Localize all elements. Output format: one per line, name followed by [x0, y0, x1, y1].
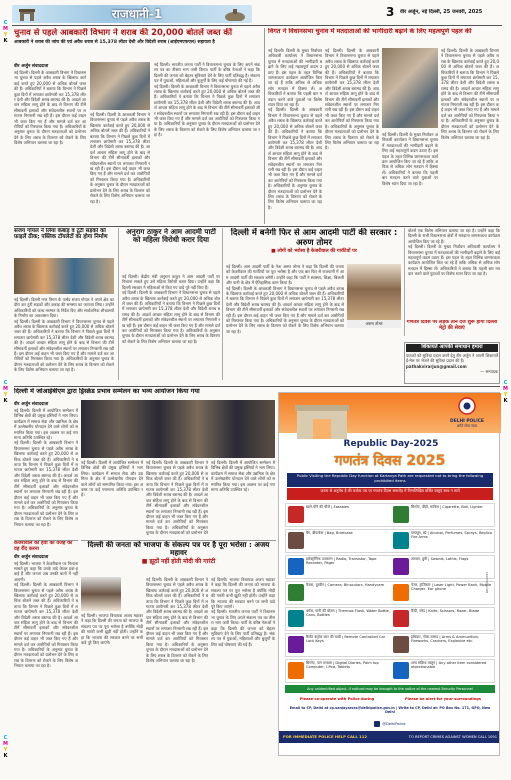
- anurag-headline: अनुराग ठाकुर ने आम आदमी पार्टी को महिला विरोधी करार दिया: [126, 228, 216, 245]
- sanjay-story: [14, 228, 116, 380]
- prohibited-item-icon: [393, 662, 409, 679]
- cmyk-marks-top: [2, 20, 9, 44]
- metro-story: [404, 320, 500, 338]
- ad-footer-1: Any unidentified object, if noticed may be brought to the notice of the nearest Security Personnel: [285, 685, 495, 693]
- cmyk-m: M: [503, 386, 508, 392]
- cmyk-k: K: [503, 398, 508, 404]
- top-right-body-cont: नई दिल्ली। दिल्ली के आबकारी विभाग ने विधानसभा चुनाव से पहले अवैध शराब के खिलाफ कार्रवाई करते हुए 20,000 से अधिक बोतलें जब्त की हैं। अधिकारियों ने बताया कि विभाग ने पिछले कुछ दिनों में लगातार छापेमारी कर 15,378 लीटर देशी और विदेशी शराब बरामद की है। आदर्श आचार संहिता लागू होने के बाद से विभाग की टीमें सीमावर्ती इलाकों और संवेदनशील स्थानों पर लगातार निगरानी रख रही हैं। इस दौरान कई वाहन भी जब्त किए गए हैं और मामले दर्ज कर आरोपियों को गिरफ्तार किया गया है। अधिकारियों के अनुसार चुनाव के दौरान मतदाताओं को प्रलोभन देने के लिए शराब के वितरण को रोकने के लिए विशेष अभियान चलाया जा रहा है।: [268, 107, 322, 210]
- kejriwal-body: नई दिल्ली। भाजपा ने केजरीवाल पर निशाना साधते हुए कहा कि उनके वादे केवल हवा-हवाई हैं और जनता अब उनकी बातों में नहीं आएगी।: [14, 560, 78, 582]
- lead-body: नई दिल्ली। दिल्ली के आबकारी विभाग ने विधानसभा चुनाव से पहले अवैध शराब के खिलाफ कार्रवाई करते हुए 20,000 से अधिक बोतलें जब्त की हैं। अधिकारियों ने बताया कि विभाग ने पिछले कुछ दिनों में लगातार छापेमारी कर 15,378 लीटर देशी और विदेशी शराब बरामद की है। आदर्श आचार संहिता लागू होने के बाद से विभाग की टीमें सीमावर्ती इलाकों और संवेदनशील स्थानों पर लगातार निगरानी रख रही हैं। इस दौरान कई वाहन भी जब्त किए गए हैं और मामले दर्ज कर आरोपियों को गिरफ्तार किया गया है। अधिकारियों के अनुसार चुनाव के दौरान मतदाताओं को प्रलोभन देने के लिए शराब के वितरण को रोकने के लिए विशेष अभियान चलाया जा रहा है।: [14, 70, 86, 146]
- prohibited-item-label: थर्मस, पानी की बोतल | Thermos Flask, Water Bottle, Cans, Bottles: [306, 609, 390, 618]
- anurag-body: नई दिल्ली। केंद्रीय मंत्री अनुराग ठाकुर ने आम आदमी पार्टी पर निशाना साधते हुए उसे महिला विरोधी करार दिया। उन्होंने कहा कि दिल्ली सरकार ने महिलाओं से किए गए वादे पूरे नहीं किए हैं।: [122, 274, 220, 290]
- top-right-col-3: [382, 132, 438, 224]
- india-gate-icon: [18, 7, 36, 21]
- cmyk-marks-right: [502, 380, 509, 404]
- ad-banner-hi: गणतंत्र दिवस 2025: [334, 453, 446, 469]
- sanjay-text: [14, 297, 114, 379]
- prohibited-items-row: [285, 633, 495, 657]
- prohibited-item-icon: [393, 558, 409, 575]
- ajay-photo: [81, 577, 121, 611]
- prohibited-item-icon: [288, 662, 304, 679]
- parliament-icon: [224, 7, 246, 21]
- cmyk-k: K: [3, 38, 8, 44]
- cmyk-y: Y: [3, 392, 8, 398]
- cmyk-y: Y: [503, 392, 508, 398]
- kejriwal-headline: केजरीवाल की हवा की वजह का वह रौंद करना: [14, 540, 73, 552]
- event-headline: दिल्ली में जोआईबीएम द्वारा ड्रिस्क्रेंड प्रभाव सम्मेलन का भव्य आयोजन किया गया: [14, 388, 200, 395]
- event-text-col-3: [146, 460, 208, 536]
- top-right-col-1: [268, 48, 322, 224]
- prohibited-item-icon: [393, 506, 409, 523]
- cmyk-k: K: [3, 398, 8, 404]
- prohibited-item-icon: [288, 636, 304, 653]
- ajay-subhead: ■ झूठों नहीं होती मोदी की गारंटी: [141, 557, 216, 565]
- arun-text: [226, 264, 344, 378]
- top-right-col-2: [325, 48, 379, 224]
- complaint-email: pathakvirarjun@gmail.com: [406, 363, 467, 369]
- prohibited-items-row: [285, 607, 495, 631]
- prohibited-item: [391, 556, 496, 578]
- prohibited-item-label: हथियार, गोला-बारूद | Arms & Ammunition, Fireworks, Crackers, Explosive etc.: [411, 635, 480, 644]
- lead-subhead: आबकारी ने शराब की जांच की एवं अवैध शराब से 15,378 लीटर देशी और विदेशी शराब (आईएमएफएल) सहायता है: [14, 39, 215, 45]
- prohibited-item-icon: [393, 610, 409, 627]
- event-body-4: नई दिल्ली। दिल्ली में आयोजित सम्मेलन में विभिन्न क्षेत्रों की प्रमुख हस्तियों ने भाग लिया। कार्यक्रम में समाज सेवा और उद्यमिता के क्षेत्र में उल्लेखनीय योगदान देने वाले लोगों को सम्मानित किया गया। इस अवसर पर कई गणमान्य अतिथि उपस्थित रहे।: [211, 460, 275, 493]
- prohibited-item-label: पेजर, ट्रांजिस्टर | Laser Light, Power Bank, Mobile Charger, Ear phone: [411, 583, 492, 592]
- lead-story: [14, 28, 261, 224]
- prohibited-items-row: [285, 529, 495, 553]
- right-col-body-cont: नई दिल्ली। दिल्ली के मुख्य निर्वाचन अधिकारी कार्यालय ने विधानसभा चुनाव में मतदाताओं की भागीदारी बढ़ाने के लिए कई महत्वपूर्ण कदम उठाए हैं। इस पहल के तहत विभिन्न जागरूकता कार्यक्रम आयोजित किए जा रहे हैं ताकि अधिक से अधिक लोग मतदान में हिस्सा लें। अधिकारियों ने बताया कि पहली बार मतदान करने वाले युवाओं पर विशेष ध्यान दिया जा रहा है।: [408, 244, 500, 277]
- ajay-text-col-3: [211, 577, 275, 757]
- sanjay-body-cont: नई दिल्ली। दिल्ली के आबकारी विभाग ने विधानसभा चुनाव से पहले अवैध शराब के खिलाफ कार्रवाई करते हुए 20,000 से अधिक बोतलें जब्त की हैं। अधिकारियों ने बताया कि विभाग ने पिछले कुछ दिनों में लगातार छापेमारी कर 15,378 लीटर देशी और विदेशी शराब बरामद की है। आदर्श आचार संहिता लागू होने के बाद से विभाग की टीमें सीमावर्ती इलाकों और संवेदनशील स्थानों पर लगातार निगरानी रख रही हैं। इस दौरान कई वाहन भी जब्त किए गए हैं और मामले दर्ज कर आरोपियों को गिरफ्तार किया गया है। अधिकारियों के अनुसार चुनाव के दौरान मतदाताओं को प्रलोभन देने के लिए शराब के वितरण को रोकने के लिए विशेष अभियान चलाया जा रहा है।: [14, 318, 114, 373]
- lead-headline: चुनाव से पहले आबकारी विभाग ने शराब की 20,000 बोतलें जब्त कीं: [14, 28, 233, 37]
- prohibited-item: [391, 582, 496, 604]
- prohibited-item: [286, 582, 391, 604]
- lead-byline: वीर अर्जुन संवाददाता: [14, 64, 49, 69]
- arun-body-cont: नई दिल्ली। दिल्ली के आबकारी विभाग ने विधानसभा चुनाव से पहले अवैध शराब के खिलाफ कार्रवाई करते हुए 20,000 से अधिक बोतलें जब्त की हैं। अधिकारियों ने बताया कि विभाग ने पिछले कुछ दिनों में लगातार छापेमारी कर 15,378 लीटर देशी और विदेशी शराब बरामद की है। आदर्श आचार संहिता लागू होने के बाद से विभाग की टीमें सीमावर्ती इलाकों और संवेदनशील स्थानों पर लगातार निगरानी रख रही हैं। इस दौरान कई वाहन भी जब्त किए गए हैं और मामले दर्ज कर आरोपियों को गिरफ्तार किया गया है। अधिकारियों के अनुसार चुनाव के दौरान मतदाताओं को प्रलोभन देने के लिए शराब के वितरण को रोकने के लिए विशेष अभियान चलाया जा रहा है।: [226, 285, 344, 334]
- event-text-col-2: [81, 460, 143, 536]
- prohibited-item-icon: [288, 506, 304, 523]
- ad-footer-3: Please be alert for your surroundings: [404, 697, 481, 701]
- cmyk-c: C: [3, 20, 8, 26]
- ad-contact: Email to CP, Delhi at cp.sanjayarora@delhipolice.gov.in | Write to CP, Delhi at: PO Box No. 171, GPO, New Delhi: [289, 706, 491, 715]
- prohibited-item-label: बैग, ब्रीफकेस | Bag, Briefcase: [306, 531, 353, 535]
- ad-org: DELHI POLICE: [450, 419, 484, 424]
- arun-headline: दिल्ली में बनेगी फिर से आम आदमी पार्टी की सरकार : अरुण तोमर: [230, 228, 398, 247]
- arun-story: [222, 228, 402, 380]
- delhi-police-logo: [439, 397, 495, 431]
- top-right-col-4: [441, 48, 499, 224]
- lead-text-col-2: [90, 112, 150, 222]
- prohibited-item-icon: [393, 532, 409, 549]
- ajay-body-2: नई दिल्ली। दिल्ली के आबकारी विभाग ने विधानसभा चुनाव से पहले अवैध शराब के खिलाफ कार्रवाई करते हुए 20,000 से अधिक बोतलें जब्त की हैं। अधिकारियों ने बताया कि विभाग ने पिछले कुछ दिनों में लगातार छापेमारी कर 15,378 लीटर देशी और विदेशी शराब बरामद की है। आदर्श आचार संहिता लागू होने के बाद से विभाग की टीमें सीमावर्ती इलाकों और संवेदनशील स्थानों पर लगातार निगरानी रख रही हैं। इस दौरान कई वाहन भी जब्त किए गए हैं और मामले दर्ज कर आरोपियों को गिरफ्तार किया गया है। अधिकारियों के अनुसार चुनाव के दौरान मतदाताओं को प्रलोभन देने के लिए शराब के वितरण को रोकने के लिए विशेष अभियान चलाया जा रहा है।: [146, 577, 208, 664]
- cmyk-marks-mid: [2, 380, 9, 404]
- top-right-body-4: नई दिल्ली। दिल्ली के आबकारी विभाग ने विधानसभा चुनाव से पहले अवैध शराब के खिलाफ कार्रवाई करते हुए 20,000 से अधिक बोतलें जब्त की हैं। अधिकारियों ने बताया कि विभाग ने पिछले कुछ दिनों में लगातार छापेमारी कर 15,378 लीटर देशी और विदेशी शराब बरामद की है। आदर्श आचार संहिता लागू होने के बाद से विभाग की टीमें सीमावर्ती इलाकों और संवेदनशील स्थानों पर लगातार निगरानी रख रही हैं। इस दौरान कई वाहन भी जब्त किए गए हैं और मामले दर्ज कर आरोपियों को गिरफ्तार किया गया है। अधिकारियों के अनुसार चुनाव के दौरान मतदाताओं को प्रलोभन देने के लिए शराब के वितरण को रोकने के लिए विशेष अभियान चलाया जा रहा है।: [441, 48, 499, 140]
- prohibited-item: [391, 608, 496, 630]
- lead-body-cont: नई दिल्ली। दिल्ली के आबकारी विभाग ने विधानसभा चुनाव से पहले अवैध शराब के खिलाफ कार्रवाई करते हुए 20,000 से अधिक बोतलें जब्त की हैं। अधिकारियों ने बताया कि विभाग ने पिछले कुछ दिनों में लगातार छापेमारी कर 15,378 लीटर देशी और विदेशी शराब बरामद की है। आदर्श आचार संहिता लागू होने के बाद से विभाग की टीमें सीमावर्ती इलाकों और संवेदनशील स्थानों पर लगातार निगरानी रख रही हैं। इस दौरान कई वाहन भी जब्त किए गए हैं और मामले दर्ज कर आरोपियों को गिरफ्तार किया गया है। अधिकारियों के अनुसार चुनाव के दौरान मतदाताओं को प्रलोभन देने के लिए शराब के वितरण को रोकने के लिए विशेष अभियान चलाया जा रहा है।: [90, 112, 150, 204]
- top-right-headline: विगत ने विधानसभा चुनाव में मतदाताओं की भागीदारी बढ़ाने के लिए महत्वपूर्ण पहल की: [268, 28, 472, 35]
- ajay-body-3: नई दिल्ली। भाजपा विधायक अजय महावर ने कहा कि दिल्ली की जनता को भाजपा के संकल्प पत्र पर पूरा भरोसा है क्योंकि मोदी की गारंटी कभी झूठी नहीं होती। उन्होंने कहा कि भाजपा की सरकार बनने पर सभी वादे पूरे किए जाएंगे।: [211, 577, 275, 610]
- prohibited-item-icon: [393, 636, 409, 653]
- ad-code: DP/7546/2025: [485, 571, 489, 593]
- event-byline: वीर अर्जुन संवाददाता: [14, 402, 49, 407]
- complaint-body: पाठकों को सुविधा प्रदान करने हेतु वीर अर्जुन ने अपनी शिकायतें ई-मेल पर भेजने की सुविधा प्रदान की है।: [406, 352, 498, 364]
- metro-headline: गणतंत्र दिवस पर लड़के तीन दर्जे शुरू होगी दिल्ली मेट्रो की सेवाएं: [406, 320, 498, 331]
- lead-photo: [90, 62, 150, 110]
- section-title: राजधानी-1: [111, 7, 163, 21]
- ad-social: [285, 719, 495, 729]
- ajay-body-4: नई दिल्ली। भारतीय जनता पार्टी ने विधानसभा चुनाव के लिए अपने संकल्प पत्र का तीसरा भाग जारी किया। पार्टी के वरिष्ठ नेताओं ने कहा कि दिल्ली की जनता को बेहतर सुविधाएं देने के लिए पार्टी प्रतिबद्ध है। संकल्प पत्र में युवाओं, महिलाओं और बुजुर्गों के लिए कई घोषणाएं की गई हैं।: [211, 609, 275, 647]
- ajay-body: नई दिल्ली। भाजपा विधायक अजय महावर ने कहा कि दिल्ली की जनता को भाजपा के संकल्प पत्र पर पूरा भरोसा है क्योंकि मोदी की गारंटी कभी झूठी नहीं होती। उन्होंने कहा कि भाजपा की सरकार बनने पर सभी वादे पूरे किए जाएंगे।: [81, 613, 143, 646]
- police-emblem-icon: [458, 397, 476, 415]
- prohibited-item-label: इलेक्ट्रॉनिक उपकरण | Radio, Transistor, Tape Recorder, Pager: [306, 557, 377, 566]
- ajay-text-col-2: [146, 577, 208, 757]
- ad-notice-hi: जनता से अनुरोध है की कर्तव्य पथ पर गणतंत्र दिवस समारोह में निम्नलिखित वर्जित वस्तुएं साथ न लायें: [287, 488, 493, 500]
- ad-helpline-bar: [279, 731, 499, 743]
- ad-banner-en: Republic Day-2025: [343, 439, 439, 449]
- prohibited-items-row: [285, 503, 495, 527]
- prohibited-item-icon: [288, 610, 304, 627]
- cmyk-y: Y: [3, 32, 8, 38]
- lead2-story: [154, 62, 260, 222]
- cmyk-m: M: [3, 741, 8, 747]
- prohibited-item: [391, 660, 496, 682]
- edition-line: वीर अर्जुन, नई दिल्ली, 25 जनवरी, 2025: [400, 9, 483, 15]
- ajay-story: [81, 540, 276, 758]
- prohibited-item: [286, 530, 391, 552]
- cmyk-c: C: [3, 735, 8, 741]
- masthead-banner: [12, 5, 252, 23]
- ad-notice-en: Public Visiting the Republic Day function at Kartavya Path are requested not to bring the following prohibited items: [287, 473, 493, 487]
- anurag-text: [122, 274, 220, 378]
- prohibited-item-label: कैमरा, दूरबीन | Camera, Binoculars, Handycam: [306, 583, 385, 587]
- prohibited-item: [391, 634, 496, 656]
- lead2-body: नई दिल्ली। भारतीय जनता पार्टी ने विधानसभा चुनाव के लिए अपने संकल्प पत्र का तीसरा भाग जारी किया। पार्टी के वरिष्ठ नेताओं ने कहा कि दिल्ली की जनता को बेहतर सुविधाएं देने के लिए पार्टी प्रतिबद्ध है। संकल्प पत्र में युवाओं, महिलाओं और बुजुर्गों के लिए कई घोषणाएं की गई हैं।: [154, 62, 260, 84]
- police-advertisement: [278, 392, 500, 756]
- cmyk-y: Y: [3, 747, 8, 753]
- sanjay-body: नई दिल्ली। दिल्ली नगर निगम के पार्षद संजय गोयल ने अपने क्षेत्र का दौरा कर टूटी सड़कों और कबाड़ की समस्या का जायजा लिया। उन्होंने अधिकारियों को जल्द मरम्मत के निर्देश दिए और सार्वजनिक शौचालयों के निर्माण का आश्वासन दिया।: [14, 297, 114, 319]
- prohibited-item-label: कैंची, ब्लेड | Knife, Scissors, Razor, Blade: [411, 609, 480, 613]
- prohibited-item: [391, 504, 496, 526]
- event-story: [14, 388, 276, 538]
- sanjay-headline: संजय गोयल ने लिया कबाड़ व टूटी सड़कों को फ़ाइलें ठीक; पब्लिक टॉयलेटों का होगा निर्माण: [14, 228, 108, 241]
- prohibited-items-row: [285, 659, 495, 683]
- top-right-body-2: नई दिल्ली। दिल्ली के आबकारी विभाग ने विधानसभा चुनाव से पहले अवैध शराब के खिलाफ कार्रवाई करते हुए 20,000 से अधिक बोतलें जब्त की हैं। अधिकारियों ने बताया कि विभाग ने पिछले कुछ दिनों में लगातार छापेमारी कर 15,378 लीटर देशी और विदेशी शराब बरामद की है। आदर्श आचार संहिता लागू होने के बाद से विभाग की टीमें सीमावर्ती इलाकों और संवेदनशील स्थानों पर लगातार निगरानी रख रही हैं। इस दौरान कई वाहन भी जब्त किए गए हैं और मामले दर्ज कर आरोपियों को गिरफ्तार किया गया है। अधिकारियों के अनुसार चुनाव के दौरान मतदाताओं को प्रलोभन देने के लिए शराब के वितरण को रोकने के लिए विशेष अभियान चलाया जा रहा है।: [325, 48, 379, 151]
- prohibited-item-label: अन्य संदिग्ध वस्तुएं | Any other item considered objectionable: [411, 661, 487, 670]
- row-rule-2: [14, 386, 500, 387]
- ad-org-sub: शांति सेवा न्याय: [456, 424, 478, 428]
- arun-photo: [347, 264, 401, 320]
- kejriwal-story: [14, 540, 78, 758]
- prohibited-items-row: [285, 581, 495, 605]
- prohibited-item-label: परफ्यूम, स्प्रे | Alcohol, Perfumes, Sprays, Replica Fire Arms: [411, 531, 492, 540]
- prohibited-item: [286, 504, 391, 526]
- prohibited-item-label: रिमोट कंट्रोल कार की चाबी | Remote Controlled Car Lock Keys: [306, 635, 386, 644]
- prohibited-item-icon: [393, 584, 409, 601]
- event-body-2: नई दिल्ली। दिल्ली में आयोजित सम्मेलन में विभिन्न क्षेत्रों की प्रमुख हस्तियों ने भाग लिया। कार्यक्रम में समाज सेवा और उद्यमिता के क्षेत्र में उल्लेखनीय योगदान देने वाले लोगों को सम्मानित किया गया। इस अवसर पर कई गणमान्य अतिथि उपस्थित रहे।: [81, 460, 143, 498]
- ad-women-help: TO REPORT CRIMES AGAINST WOMEN CALL 1091: [408, 735, 497, 739]
- cmyk-m: M: [3, 386, 8, 392]
- ajay-headline: दिल्ली की जनता को भाजपा के संकल्प पत्र पर है पूरा भरोसा : अजय महावर: [87, 540, 270, 558]
- event-body-cont: नई दिल्ली। दिल्ली के आबकारी विभाग ने विधानसभा चुनाव से पहले अवैध शराब के खिलाफ कार्रवाई करते हुए 20,000 से अधिक बोतलें जब्त की हैं। अधिकारियों ने बताया कि विभाग ने पिछले कुछ दिनों में लगातार छापेमारी कर 15,378 लीटर देशी और विदेशी शराब बरामद की है। आदर्श आचार संहिता लागू होने के बाद से विभाग की टीमें सीमावर्ती इलाकों और संवेदनशील स्थानों पर लगातार निगरानी रख रही हैं। इस दौरान कई वाहन भी जब्त किए गए हैं और मामले दर्ज कर आरोपियों को गिरफ्तार किया गया है। अधिकारियों के अनुसार चुनाव के दौरान मतदाताओं को प्रलोभन देने के लिए शराब के वितरण को रोकने के लिए विशेष अभियान चलाया जा रहा है।: [14, 440, 78, 527]
- page-number: 3: [386, 5, 395, 19]
- ad-social-handle: @DelhiPolice: [382, 722, 406, 726]
- lead2-body-cont: नई दिल्ली। दिल्ली के आबकारी विभाग ने विधानसभा चुनाव से पहले अवैध शराब के खिलाफ कार्रवाई करते हुए 20,000 से अधिक बोतलें जब्त की हैं। अधिकारियों ने बताया कि विभाग ने पिछले कुछ दिनों में लगातार छापेमारी कर 15,378 लीटर देशी और विदेशी शराब बरामद की है। आदर्श आचार संहिता लागू होने के बाद से विभाग की टीमें सीमावर्ती इलाकों और संवेदनशील स्थानों पर लगातार निगरानी रख रही हैं। इस दौरान कई वाहन भी जब्त किए गए हैं और मामले दर्ज कर आरोपियों को गिरफ्तार किया गया है। अधिकारियों के अनुसार चुनाव के दौरान मतदाताओं को प्रलोभन देने के लिए शराब के वितरण को रोकने के लिए विशेष अभियान चलाया जा रहा है।: [154, 83, 260, 138]
- event-body: नई दिल्ली। दिल्ली में आयोजित सम्मेलन में विभिन्न क्षेत्रों की प्रमुख हस्तियों ने भाग लिया। कार्यक्रम में समाज सेवा और उद्यमिता के क्षेत्र में उल्लेखनीय योगदान देने वाले लोगों को सम्मानित किया गया। इस अवसर पर कई गणमान्य अतिथि उपस्थित रहे।: [14, 408, 78, 441]
- complaint-box: [404, 342, 500, 384]
- top-right-story: [264, 28, 500, 224]
- arun-subhead: ■ लोगों को भरोसा है केजरीवाल की गारंटियों पर: [271, 249, 357, 255]
- event-text-col: [14, 400, 78, 536]
- event-body-3: नई दिल्ली। दिल्ली के आबकारी विभाग ने विधानसभा चुनाव से पहले अवैध शराब के खिलाफ कार्रवाई करते हुए 20,000 से अधिक बोतलें जब्त की हैं। अधिकारियों ने बताया कि विभाग ने पिछले कुछ दिनों में लगातार छापेमारी कर 15,378 लीटर देशी और विदेशी शराब बरामद की है। आदर्श आचार संहिता लागू होने के बाद से विभाग की टीमें सीमावर्ती इलाकों और संवेदनशील स्थानों पर लगातार निगरानी रख रही हैं। इस दौरान कई वाहन भी जब्त किए गए हैं और मामले दर्ज कर आरोपियों को गिरफ्तार किया गया है। अधिकारियों के अनुसार चुनाव के दौरान मतदाताओं को प्रलोभन देने: [146, 460, 208, 536]
- prohibited-item-label: सिगरेट, पान मसाला | Digital Diaries, Palm top Computer, I-Pod, Tablets: [306, 661, 379, 670]
- cmyk-c: C: [3, 380, 8, 386]
- prohibited-item: [286, 634, 391, 656]
- arun-body: नई दिल्ली। आम आदमी पार्टी के नेता अरुण तोमर ने कहा कि दिल्ली की जनता को केजरीवाल की गारंटियों पर पूरा भरोसा है और एक बार फिर से राजधानी में आम आदमी पार्टी की सरकार बनेगी। उन्होंने कहा कि पार्टी ने स्वास्थ्य, शिक्षा, बिजली और पानी के क्षेत्र में ऐतिहासिक काम किया है।: [226, 264, 344, 286]
- india-gate-art: [287, 399, 357, 439]
- prohibited-item-icon: [288, 532, 304, 549]
- prohibited-item-label: तलवार, छुरी | Swords, Lathis, Flags: [411, 557, 469, 561]
- complaint-title: शिकायतें आपकी समाधान हमारा: [406, 344, 498, 352]
- prohibited-item: [286, 660, 391, 682]
- cmyk-k: K: [3, 753, 8, 759]
- sanjay-photo: [14, 258, 114, 294]
- masthead: [12, 2, 502, 26]
- event-text-col-4: [211, 460, 275, 536]
- event-photo: [81, 400, 275, 458]
- social-icon: [374, 721, 380, 727]
- prohibited-item: [286, 556, 391, 578]
- masthead-rule: [12, 25, 502, 26]
- right-col-body: वोटर्स एक विशेष अभियान चलाया जा रहा है। उन्होंने कहा कि दिल्ली के सभी विधानसभा क्षेत्रों में मतदाता जागरूकता कार्यक्रम आयोजित किए जा रहे हैं।: [408, 228, 500, 244]
- prohibited-item-label: सिगरेट, बीड़ी, माचिस | Cigarette, Bidi, Lighter: [411, 505, 483, 509]
- row-rule-1: [14, 226, 500, 227]
- prohibited-item: [286, 608, 391, 630]
- prohibited-item-label: खाने-पीने की चीजें | Eatables: [306, 505, 349, 509]
- complaint-sign: — सम्पादक: [480, 369, 498, 375]
- ajay-text-col-1: [81, 577, 143, 757]
- top-right-body-3: नई दिल्ली। दिल्ली के मुख्य निर्वाचन अधिकारी कार्यालय ने विधानसभा चुनाव में मतदाताओं की भागीदारी बढ़ाने के लिए कई महत्वपूर्ण कदम उठाए हैं। इस पहल के तहत विभिन्न जागरूकता कार्यक्रम आयोजित किए जा रहे हैं ताकि अधिक से अधिक लोग मतदान में हिस्सा लें। अधिकारियों ने बताया कि पहली बार मतदान करने वाले युवाओं पर विशेष ध्यान दिया जा रहा है।: [382, 132, 438, 186]
- top-right-photo: [382, 48, 438, 128]
- prohibited-items-row: [285, 555, 495, 579]
- anurag-body-cont: नई दिल्ली। दिल्ली के आबकारी विभाग ने विधानसभा चुनाव से पहले अवैध शराब के खिलाफ कार्रवाई करते हुए 20,000 से अधिक बोतलें जब्त की हैं। अधिकारियों ने बताया कि विभाग ने पिछले कुछ दिनों में लगातार छापेमारी कर 15,378 लीटर देशी और विदेशी शराब बरामद की है। आदर्श आचार संहिता लागू होने के बाद से विभाग की टीमें सीमावर्ती इलाकों और संवेदनशील स्थानों पर लगातार निगरानी रख रही हैं। इस दौरान कई वाहन भी जब्त किए गए हैं और मामले दर्ज कर आरोपियों को गिरफ्तार किया गया है। अधिकारियों के अनुसार चुनाव के दौरान मतदाताओं को प्रलोभन देने के लिए शराब के वितरण को रोकने के लिए विशेष अभियान चलाया जा रहा है।: [122, 290, 220, 344]
- ad-footer-2: Please co-operate with Police during: [299, 697, 375, 701]
- kejriwal-byline: वीर अर्जुन संवाददाता: [14, 554, 49, 560]
- arun-photo-caption: अरुण तोमर: [347, 320, 401, 328]
- ad-helpline: FOR IMMEDIATE POLICE HELP CALL 112: [283, 734, 367, 739]
- kejriwal-body-cont: नई दिल्ली। दिल्ली के आबकारी विभाग ने विधानसभा चुनाव से पहले अवैध शराब के खिलाफ कार्रवाई करते हुए 20,000 से अधिक बोतलें जब्त की हैं। अधिकारियों ने बताया कि विभाग ने पिछले कुछ दिनों में लगातार छापेमारी कर 15,378 लीटर देशी और विदेशी शराब बरामद की है। आदर्श आचार संहिता लागू होने के बाद से विभाग की टीमें सीमावर्ती इलाकों और संवेदनशील स्थानों पर लगातार निगरानी रख रही हैं। इस दौरान कई वाहन भी जब्त किए गए हैं और मामले दर्ज कर आरोपियों को गिरफ्तार किया गया है। अधिकारियों के अनुसार चुनाव के दौरान मतदाताओं को प्रलोभन देने के लिए शराब के वितरण को रोकने के लिए विशेष अभियान चलाया जा रहा है।: [14, 582, 78, 669]
- prohibited-item-icon: [288, 584, 304, 601]
- cmyk-m: M: [3, 26, 8, 32]
- cmyk-c: C: [503, 380, 508, 386]
- lead-text-col: [14, 62, 86, 222]
- prohibited-item-icon: [288, 558, 304, 575]
- top-right-body: नई दिल्ली। दिल्ली के मुख्य निर्वाचन अधिकारी कार्यालय ने विधानसभा चुनाव में मतदाताओं की भागीदारी बढ़ाने के लिए कई महत्वपूर्ण कदम उठाए हैं। इस पहल के तहत विभिन्न जागरूकता कार्यक्रम आयोजित किए जा रहे हैं ताकि अधिक से अधिक लोग मतदान में हिस्सा लें। अधिकारियों ने बताया कि पहली बार मतदान करने वाले युवाओं पर विशेष ध्यान दिया जा रहा है।: [268, 48, 322, 108]
- cmyk-marks-bottom: [2, 735, 9, 759]
- anurag-story: [118, 228, 220, 380]
- prohibited-item: [391, 530, 496, 552]
